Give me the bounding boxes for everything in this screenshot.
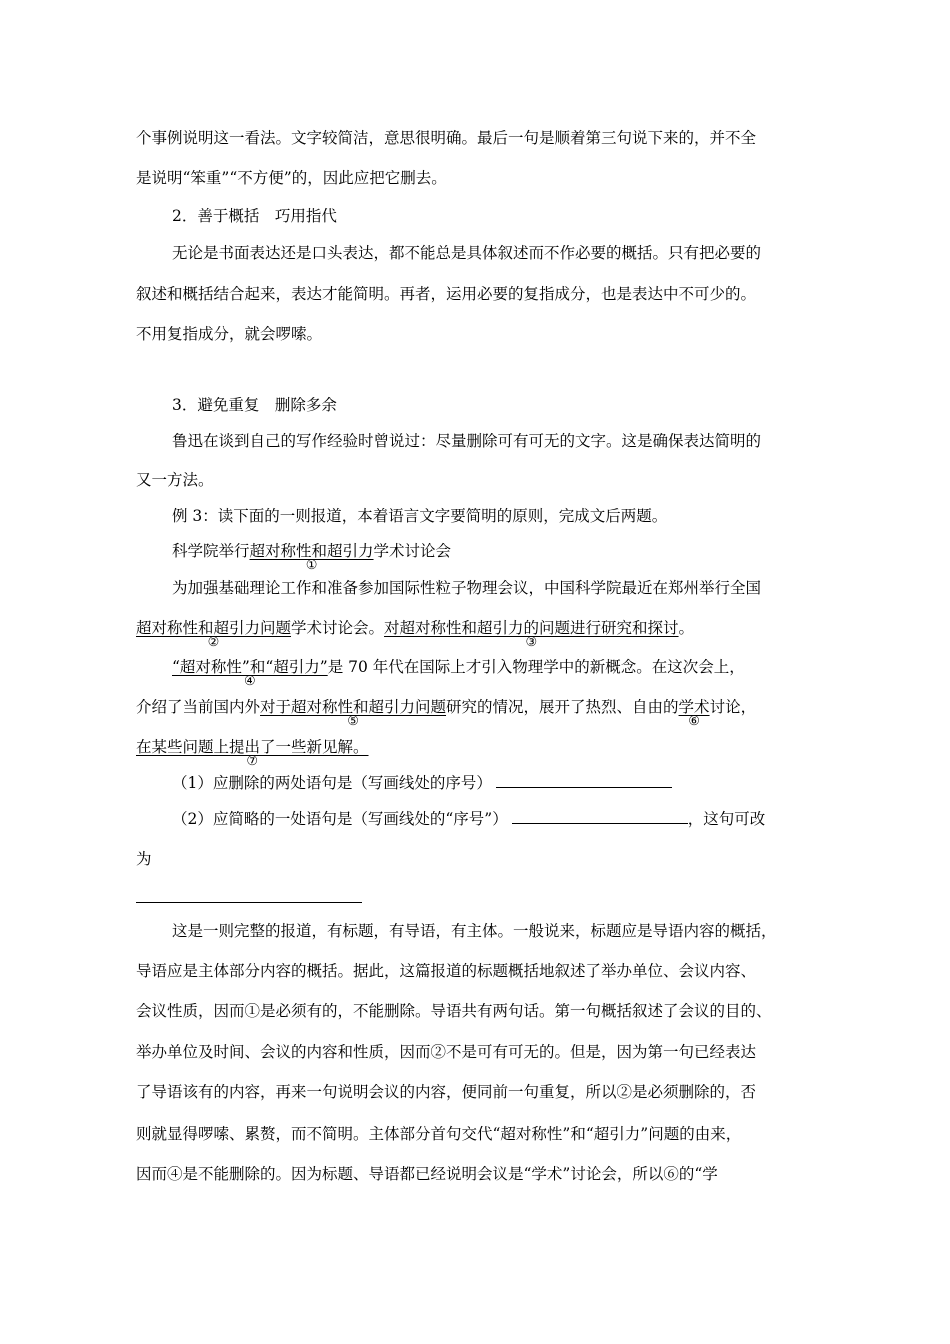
report-line (136, 697, 818, 729)
underlined-phrase-2 (136, 619, 292, 650)
report-text: 介绍了当前国内外 (136, 698, 261, 716)
underlined-phrase-1 (249, 542, 374, 573)
report-line (136, 737, 818, 769)
marker-7: ⑦ (246, 754, 259, 769)
report-text: 讨论， (709, 698, 757, 716)
marker-6: ⑥ (688, 714, 700, 729)
underlined-phrase-7 (136, 738, 369, 769)
underlined-text: 超对称性和超引力 (249, 542, 374, 560)
report-text: 。 (678, 619, 695, 637)
example-prompt: 例 3：读下面的一则报道，本着语言文字要简明的原则，完成文后两题。 (172, 507, 668, 525)
report-title-text: 科学院举行 (172, 542, 250, 560)
analysis-line: 因而④是不能删除的。因为标题、导语都已经说明会议是“学术”讨论会，所以⑥的“学 (136, 1165, 718, 1183)
paragraph-line: 鲁迅在谈到自己的写作经验时曾说过：尽量删除可有可无的文字。这是确保表达简明的 (172, 432, 762, 450)
paragraph-line: 无论是书面表达还是口头表达，都不能总是具体叙述而不作必要的概括。只有把必要的 (172, 244, 762, 262)
marker-3: ③ (525, 635, 538, 650)
marker-4: ④ (244, 674, 256, 689)
paragraph-line: 个事例说明这一看法。文字较简洁，意思很明确。最后一句是顺着第三句说下来的，并不全 (136, 129, 757, 147)
report-title (172, 541, 818, 573)
question-text: （2）应简略的一处语句是（写画线处的“序号”） (172, 810, 508, 828)
section-heading-3: 3．避免重复 删除多余 (172, 396, 337, 414)
answer-blank-2[interactable] (512, 809, 688, 824)
question-text: （1）应删除的两处语句是（写画线处的序号） (172, 774, 492, 792)
report-line (172, 657, 818, 689)
analysis-line: 则就显得啰嗦、累赘，而不简明。主体部分首句交代“超对称性”和“超引力”问题的由来， (136, 1125, 742, 1143)
answer-blank-1[interactable] (496, 773, 672, 788)
marker-2: ② (207, 635, 220, 650)
analysis-line: 导语应是主体部分内容的概括。据此，这篇报道的标题概括地叙述了举办单位、会议内容、 (136, 962, 757, 980)
report-text: 研究的情况，展开了热烈、自由的 (446, 698, 679, 716)
underlined-phrase-4 (172, 658, 328, 689)
question-text: ，这句可改 (687, 810, 766, 828)
report-text: 是 70 年代在国际上才引入物理学中的新概念。在这次会上， (327, 658, 745, 676)
paragraph-line: 不用复指成分，就会啰嗦。 (136, 325, 323, 343)
analysis-line: 举办单位及时间、会议的内容和性质，因而②不是可有可无的。但是，因为第一句已经表达 (136, 1043, 757, 1061)
question-2 (172, 809, 818, 829)
section-heading-2: 2．善于概括 巧用指代 (172, 207, 337, 225)
underlined-text: 对超对称性和超引力的问题进行研究和探讨 (384, 619, 679, 637)
paragraph-line: 叙述和概括结合起来，表达才能简明。再者，运用必要的复指成分，也是表达中不可少的。 (136, 285, 757, 303)
underlined-text: 对于超对称性和超引力问题 (260, 698, 447, 716)
underlined-text: 超对称性和超引力问题 (136, 619, 292, 637)
underlined-text: “超对称性”和“超引力” (172, 658, 328, 676)
question-2-continued: 为 (136, 850, 152, 868)
paragraph-line: 是说明“笨重”“不方便”的，因此应把它删去。 (136, 169, 447, 187)
analysis-line: 了导语该有的内容，再来一句说明会议的内容，便同前一句重复，所以②是必须删除的，否 (136, 1083, 757, 1101)
analysis-line: 这是一则完整的报道，有标题，有导语，有主体。一般说来，标题应是导语内容的概括， (172, 922, 777, 940)
marker-5: ⑤ (347, 714, 359, 729)
analysis-line: 会议性质，因而①是必须有的，不能删除。导语共有两句话。第一句概括叙述了会议的目的、 (136, 1002, 772, 1020)
underlined-text: 在某些问题上提出了一些新见解。 (136, 738, 369, 756)
underlined-text: 学术 (678, 698, 710, 716)
report-text: 学术讨论会。 (291, 619, 385, 637)
underlined-phrase-6 (678, 698, 710, 729)
report-line (136, 618, 818, 650)
paragraph-line: 又一方法。 (136, 471, 214, 489)
underlined-phrase-5 (260, 698, 447, 729)
report-title-text: 学术讨论会 (373, 542, 452, 560)
underlined-phrase-3 (384, 619, 679, 650)
marker-1: ① (305, 558, 318, 573)
answer-blank-3[interactable] (136, 902, 362, 903)
question-1 (172, 773, 818, 793)
report-line: 为加强基础理论工作和准备参加国际性粒子物理会议，中国科学院最近在郑州举行全国 (172, 579, 762, 597)
